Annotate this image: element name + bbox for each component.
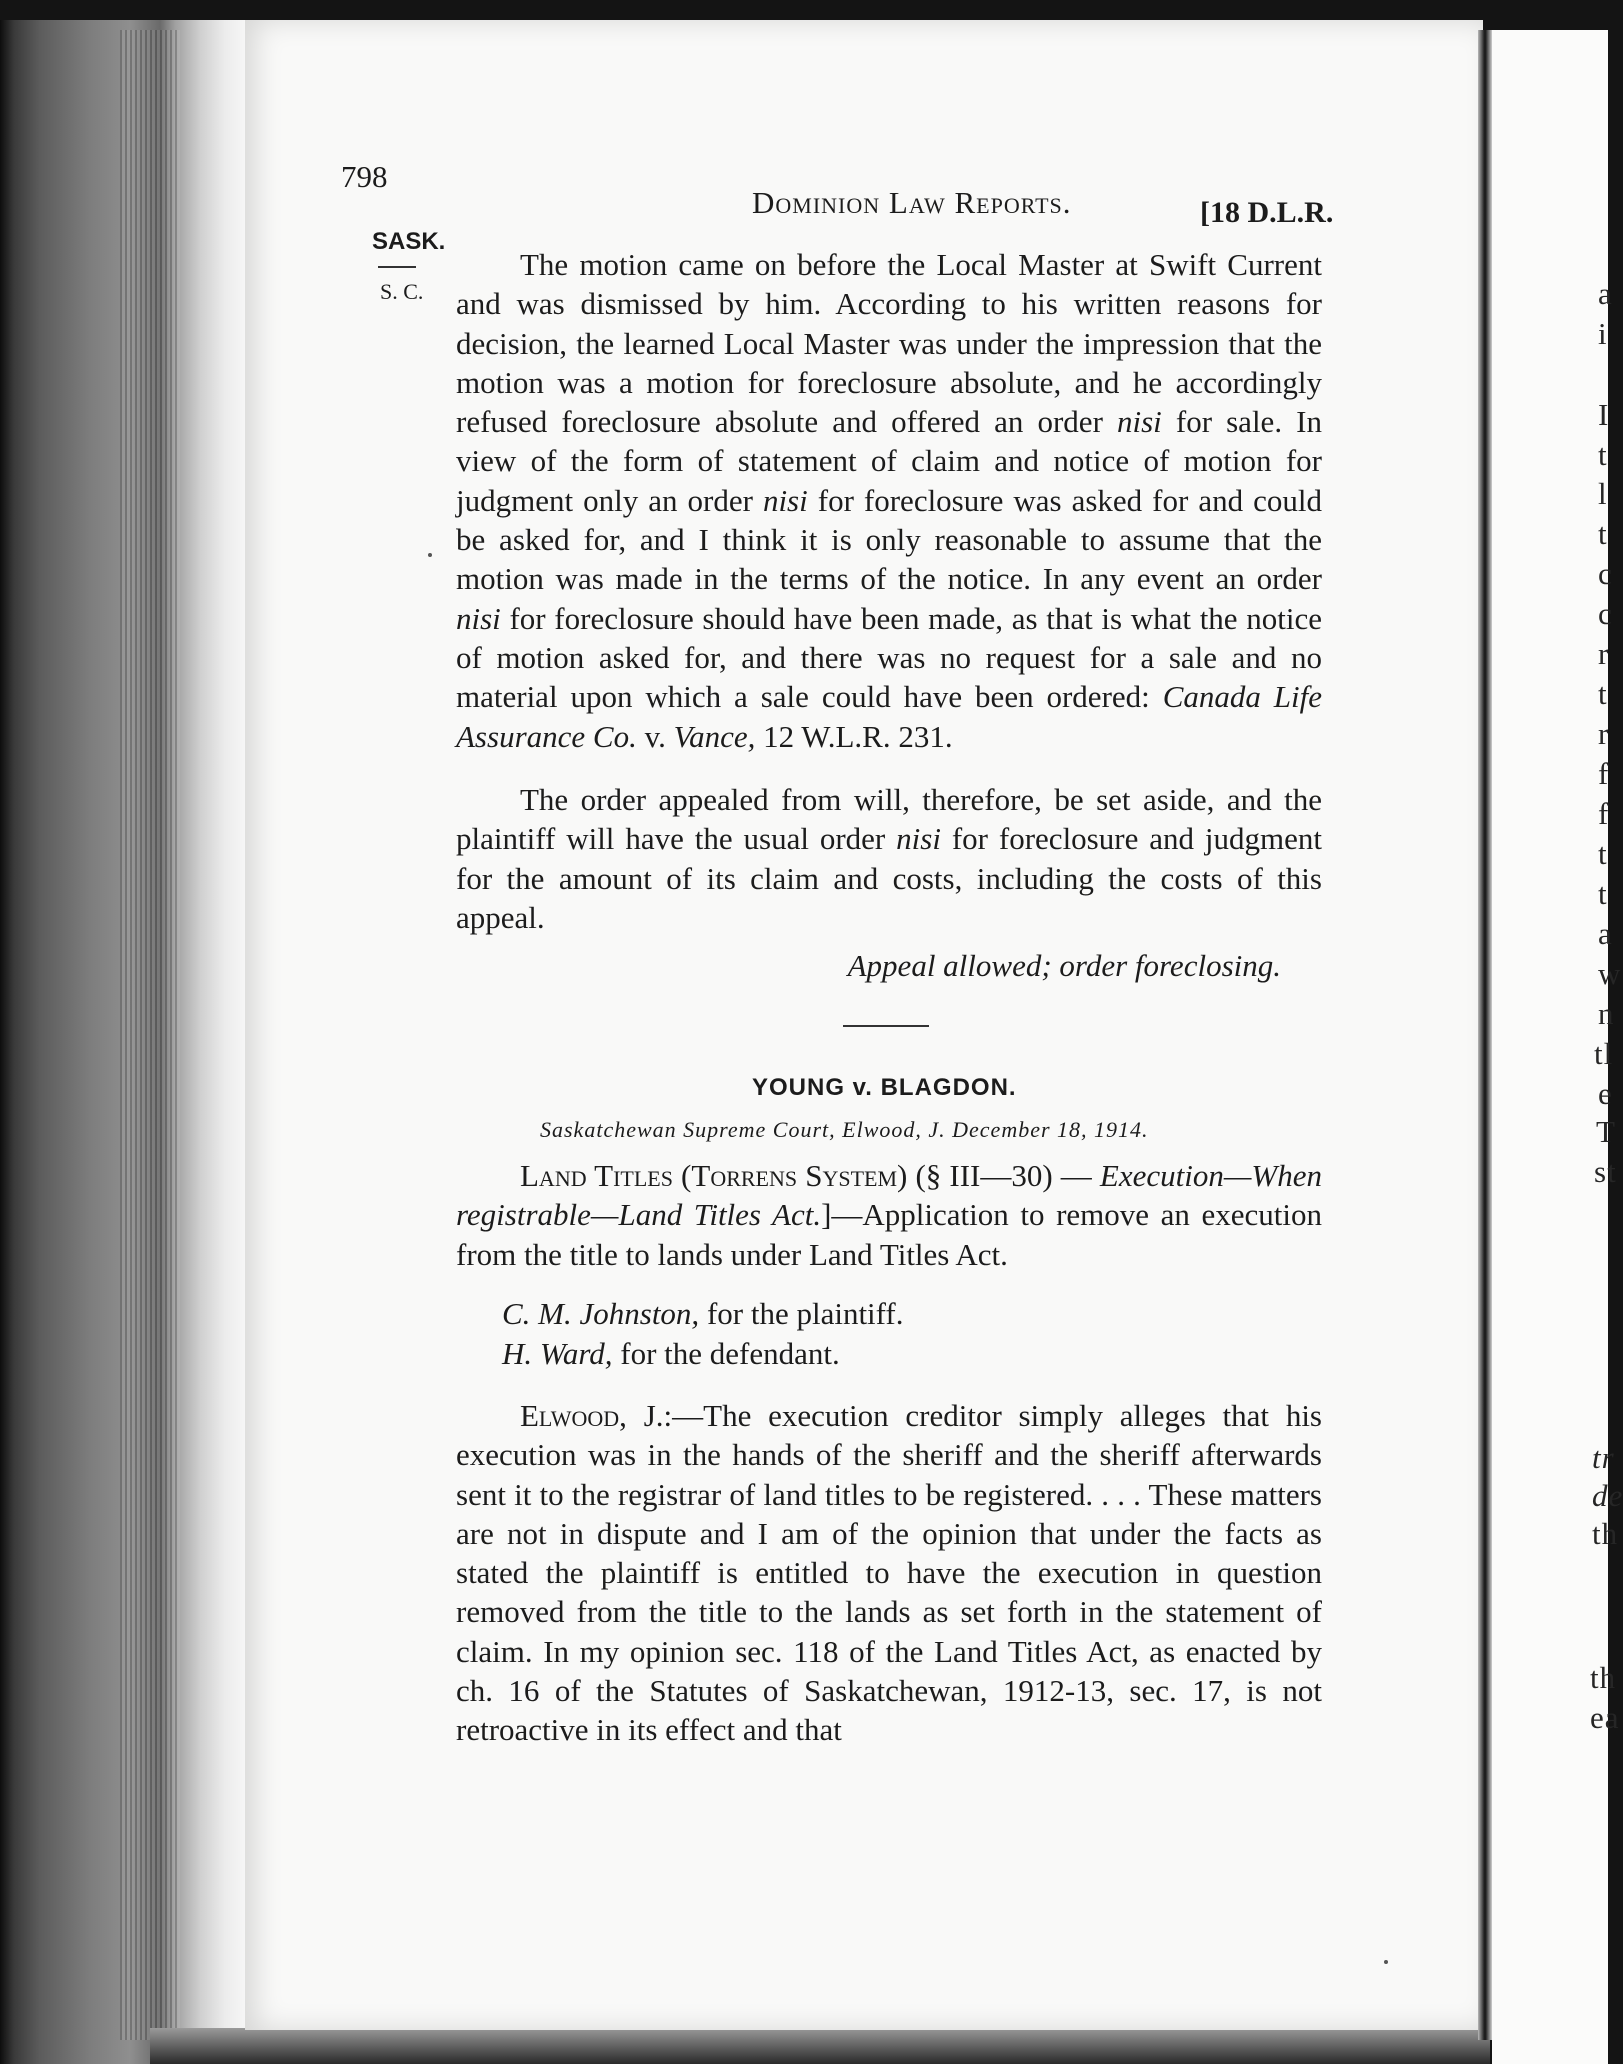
opinion-text [456, 1396, 1322, 1750]
facing-page-fragment: a [1598, 916, 1613, 951]
paragraph-text [456, 245, 1322, 756]
running-title: Dominion Law Reports. [752, 185, 1072, 220]
paragraph-order [456, 780, 1322, 937]
facing-page-fragment: c [1598, 596, 1613, 631]
text-run: for sale. In view of the form of statement of claim and notice of motion for judgment only an order [456, 404, 1322, 518]
facing-page-fragment: c [1598, 556, 1613, 591]
facing-page-fragment: i [1598, 316, 1608, 351]
facing-page-edge [1492, 30, 1608, 2064]
headnote [456, 1156, 1322, 1274]
page-stack-edge [120, 30, 180, 2040]
italic-run: nisi [896, 821, 941, 857]
paragraph-text [456, 780, 1322, 937]
text-run: The order appealed from will, therefore, be set aside, and the plaintiff will have the usual order [456, 782, 1322, 857]
italic-run: nisi [1116, 404, 1162, 440]
facing-page-fragment: n [1598, 996, 1615, 1031]
disposition: Appeal allowed; order foreclosing. [847, 948, 1281, 983]
case-separator-rule [843, 1025, 929, 1027]
text-run: (§ III—30) — [907, 1158, 1100, 1193]
italic-run: Execution—When registrable—Land Titles Act. [456, 1158, 1322, 1233]
italic-run: Canada Life Assurance Co. [456, 679, 1323, 754]
court-name: Saskatchewan Supreme Court, Elwood, J. [540, 1117, 946, 1142]
facing-page-fragment: r [1598, 636, 1610, 671]
small-caps-run: Elwood, J. [520, 1398, 664, 1433]
facing-page-fragment: th [1590, 1660, 1617, 1695]
counsel-defendant [502, 1336, 840, 1372]
text-run: for the defendant. [612, 1336, 840, 1371]
italic-run: C. M. Johnston, [502, 1296, 700, 1331]
facing-page-fragment: tl [1594, 1036, 1614, 1071]
facing-page-fragment: f [1598, 796, 1610, 831]
margin-rule [378, 266, 416, 268]
decision-date: December 18, 1914. [952, 1117, 1149, 1142]
italic-run: nisi [456, 600, 501, 636]
facing-page-fragment: f [1598, 756, 1610, 791]
text-run: for the plaintiff. [699, 1296, 904, 1331]
court-line [540, 1117, 1149, 1143]
facing-page-fragment: ea [1590, 1700, 1620, 1735]
text-run: v. [636, 718, 674, 754]
margin-court: S. C. [380, 279, 424, 304]
facing-page-fragment: w [1598, 956, 1622, 991]
text-run: for foreclosure was asked for and could be asked for, and I think it is only reasonable to assume that the motion was made in the terms of the notice. In any event an order [456, 482, 1322, 597]
facing-page-fragment: e [1598, 1076, 1613, 1111]
book-gutter [1478, 30, 1492, 2040]
margin-province: SASK. [372, 228, 446, 255]
facing-page-fragment: de [1592, 1478, 1623, 1513]
paragraph-motion [456, 245, 1322, 756]
text-run: for foreclosure should have been made, as that is what the notice of motion asked for, and there was no request for a sale and no material upon which a sale could have been ordered: [456, 600, 1322, 715]
facing-page-fragment: l [1598, 476, 1608, 511]
facing-page-fragment: th [1592, 1516, 1619, 1551]
page-number: 798 [341, 159, 388, 194]
opinion-paragraph [456, 1396, 1322, 1750]
italic-run: nisi [762, 482, 808, 518]
headnote-text [456, 1156, 1322, 1274]
facing-page-fragment: r [1598, 716, 1610, 751]
facing-page-fragment: a [1598, 276, 1613, 311]
facing-page-fragment: t [1598, 516, 1608, 551]
facing-page-fragment: t [1598, 836, 1608, 871]
small-caps-run: Land Titles (Torrens System) [520, 1158, 908, 1193]
counsel-plaintiff [502, 1296, 904, 1332]
text-run: The motion came on before the Local Master at Swift Current and was dismissed by him. According to his written reasons for decision, the learned Local Master was under the impression that the motion was a motion for foreclosure absolute, and he accordingly refused foreclosure absolute and offered an order [456, 247, 1322, 440]
facing-page-fragment: T [1596, 1114, 1616, 1149]
facing-page-fragment: tr [1592, 1440, 1615, 1475]
text-run: for foreclosure and judgment for the amount of its claim and costs, including the costs of this appeal. [456, 821, 1322, 935]
facing-page-fragment: t [1598, 437, 1608, 472]
page-bottom-shadow [150, 2028, 1490, 2064]
scan-speck [1384, 1960, 1388, 1964]
italic-run: Vance, [673, 718, 756, 754]
scan-speck [428, 553, 432, 557]
italic-run: H. Ward, [502, 1336, 613, 1371]
text-run: ]—Application to remove an execution from the title to lands under Land Titles Act. [456, 1197, 1322, 1272]
facing-page-fragment: t [1598, 676, 1608, 711]
text-run: :—The execution creditor simply alleges that his execution was in the hands of the sheriff and the sheriff afterwards sent it to the registrar of land titles to be registered. . . . These matters are not in dispute and I am of the opinion that under the facts as stated the plaintiff is entitled to have the execution in question removed from the title to the lands as set forth in the statement of claim. In my opinion sec. 118 of the Land Titles Act, as enacted by ch. 16 of the Statutes of Saskatchewan, 1912-13, sec. 17, is not retroactive in its effect and that [456, 1398, 1322, 1748]
case-title: YOUNG v. BLAGDON. [752, 1074, 1017, 1101]
volume-reference: [18 D.L.R. [1200, 196, 1334, 229]
facing-page-fragment: st [1594, 1154, 1617, 1189]
text-run: 12 W.L.R. 231. [755, 718, 953, 754]
facing-page-fragment: I [1598, 397, 1610, 432]
facing-page-fragment: t [1598, 876, 1608, 911]
